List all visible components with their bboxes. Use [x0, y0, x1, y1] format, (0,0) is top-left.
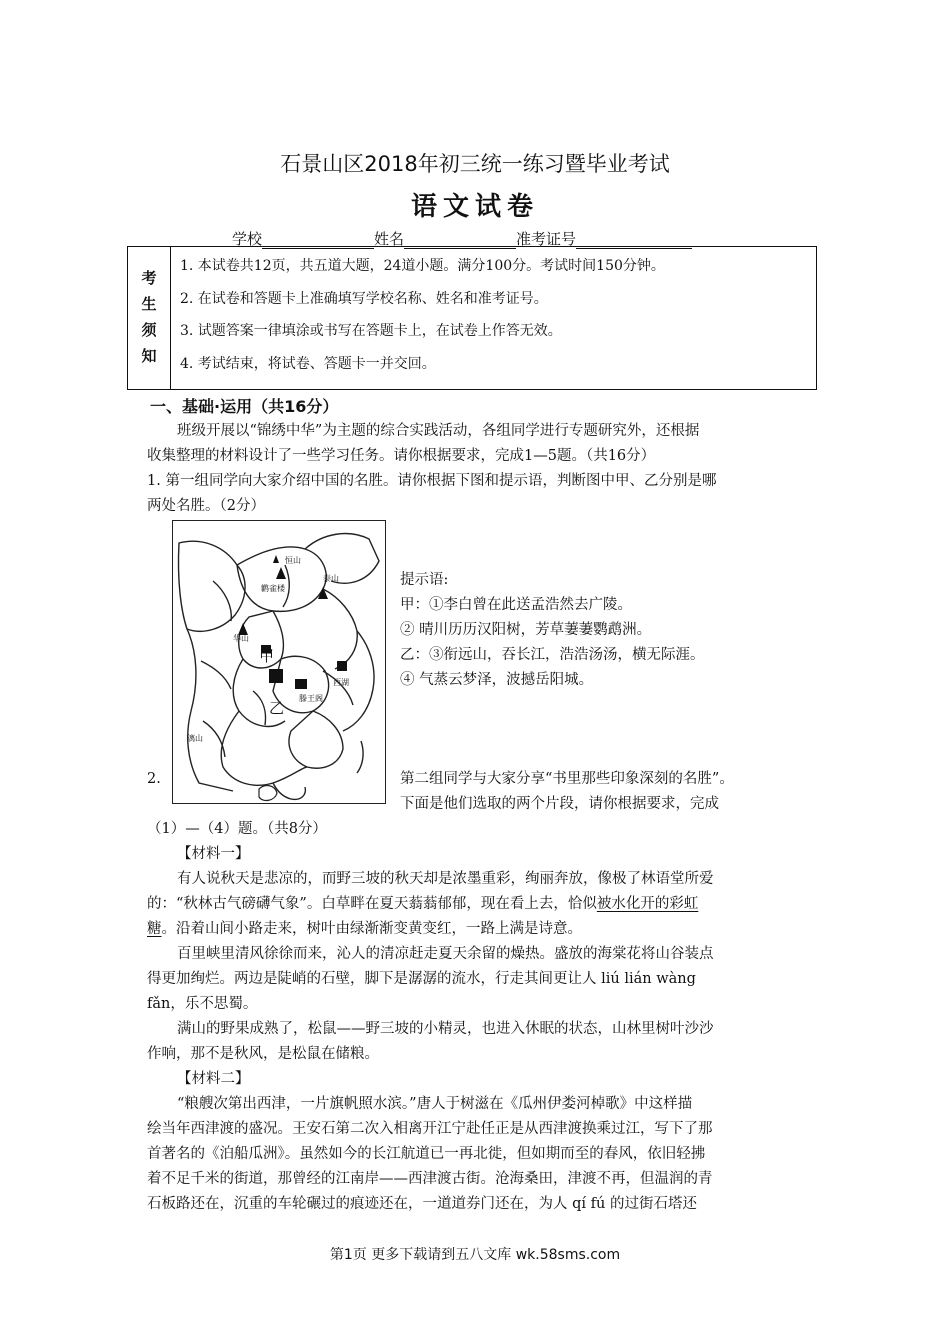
- notice-label-char: 考: [141, 269, 157, 287]
- hint-title: 提示语:: [400, 572, 449, 588]
- material-2-text: 石板路还在，沉重的车轮碾过的痕迹还在，一道道券门还在，为人 qí fú 的过街石塔还: [147, 1196, 697, 1212]
- underlined-phrase: 被水化开的彩虹: [596, 896, 699, 912]
- material-1-text: 百里峡里清风徐徐而来，沁人的清凉赶走夏天余留的燥热。盛放的海棠花将山谷装点: [177, 946, 714, 962]
- material-1-text: [147, 917, 582, 942]
- intro-text: 班级开展以“锦绣中华”为主题的综合实践活动，各组同学进行专题研究外，还根据: [177, 423, 700, 439]
- id-label: 准考证号: [516, 230, 577, 248]
- question-2-number: 2.: [147, 771, 161, 787]
- svg-text:华山: 华山: [233, 634, 249, 643]
- candidate-notice-box: [127, 246, 817, 390]
- material-1-text: [147, 892, 698, 917]
- section-heading: 一、基础·运用（共16分）: [150, 397, 339, 416]
- question-2: 下面是他们选取的两个片段，请你根据要求，完成: [400, 796, 719, 812]
- material-1-text: fǎn，乐不思蜀。: [147, 996, 258, 1012]
- material-1-text: 得更加绚烂。两边是陡峭的石壁，脚下是潺潺的流水，行走其间更让人 liú lián wàng: [147, 971, 696, 987]
- name-label: 姓名: [374, 230, 405, 248]
- question-1: 两处名胜。（2分）: [147, 498, 265, 514]
- notice-label-char: 生: [141, 295, 157, 313]
- hint-line: ④ 气蒸云梦泽，波撼岳阳城。: [400, 672, 594, 688]
- map-drawing: [173, 521, 385, 803]
- svg-text:乙: 乙: [269, 699, 285, 717]
- notice-label-char: 须: [141, 321, 157, 339]
- svg-text:西湖: 西湖: [333, 678, 349, 687]
- material-2-heading: 【材料二】: [177, 1071, 250, 1087]
- material-2-text: 着不足千米的街道，那曾经的江南岸——西津渡古街。沧海桑田，津渡不再，但温润的青: [147, 1171, 713, 1187]
- material-1-text-span: 的：“秋林古气磅礴气象”。白草畔在夏天蓊蓊郁郁，现在看上去，恰似: [147, 896, 597, 912]
- school-label: 学校: [232, 230, 263, 248]
- material-1-text-span: 。沿着山间小路走来，树叶由绿渐渐变黄变红，一路上满是诗意。: [161, 921, 582, 937]
- svg-text:恒山: 恒山: [285, 556, 301, 565]
- notice-rule: 1. 本试卷共12页，共五道大题，24道小题。满分100分。考试时间150分钟。: [180, 258, 665, 274]
- material-1-text: 满山的野果成熟了，松鼠——野三坡的小精灵，也进入休眠的状态，山林里树叶沙沙: [177, 1021, 714, 1037]
- hint-line: 乙：③衔远山，吞长江，浩浩汤汤，横无际涯。: [400, 647, 705, 663]
- page-footer[interactable]: 第1页 更多下载请到五八文库 wk.58sms.com: [329, 1247, 621, 1263]
- question-1: 1. 第一组同学向大家介绍中国的名胜。请你根据下图和提示语，判断图中甲、乙分别是哪: [147, 473, 717, 489]
- notice-rule: 2. 在试卷和答题卡上准确填写学校名称、姓名和准考证号。: [180, 291, 548, 307]
- svg-text:泰山: 泰山: [323, 574, 339, 583]
- exam-title: 石景山区2018年初三统一练习暨毕业考试: [280, 152, 670, 176]
- svg-text:甲: 甲: [259, 647, 275, 665]
- exam-subtitle: 语文试卷: [410, 192, 539, 222]
- svg-text:漓山: 漓山: [187, 734, 203, 743]
- underlined-phrase: 糖: [147, 921, 162, 937]
- hint-line: ② 晴川历历汉阳树，芳草萋萋鹦鹉洲。: [400, 622, 652, 638]
- notice-rule: 4. 考试结束，将试卷、答题卡一并交回。: [180, 356, 436, 372]
- material-1-text: 有人说秋天是悲凉的，而野三坡的秋天却是浓墨重彩，绚丽奔放，像极了林语堂所爱: [177, 871, 714, 887]
- hint-line: 甲：①李白曾在此送孟浩然去广陵。: [400, 597, 632, 613]
- material-1-text: 作响，那不是秋风，是松鼠在储粮。: [147, 1046, 379, 1062]
- question-2: 第二组同学与大家分享“书里那些印象深刻的名胜”。: [400, 771, 734, 787]
- notice-label-char: 知: [141, 347, 157, 365]
- china-scenic-map: [172, 520, 386, 804]
- material-1-heading: 【材料一】: [177, 846, 250, 862]
- svg-text:鹳雀楼: 鹳雀楼: [261, 584, 285, 593]
- notice-rule: 3. 试题答案一律填涂或书写在答题卡上，在试卷上作答无效。: [180, 323, 562, 339]
- material-2-text: “粮艘次第出西津，一片旗帆照水滨。”唐人于树滋在《瓜州伊娄河棹歌》中这样描: [177, 1096, 693, 1112]
- material-2-text: 首著名的《泊船瓜洲》。虽然如今的长江航道已一再北徙，但如期而至的春风，依旧轻拂: [147, 1146, 706, 1162]
- notice-label: [128, 247, 171, 389]
- material-2-text: 绘当年西津渡的盛况。王安石第二次入相离开江宁赴任正是从西津渡换乘过江，写下了那: [147, 1121, 713, 1137]
- intro-text: 收集整理的材料设计了一些学习任务。请你根据要求，完成1—5题。（共16分）: [147, 448, 656, 464]
- question-2: （1）—（4）题。（共8分）: [147, 821, 327, 837]
- svg-text:滕王阁: 滕王阁: [299, 694, 323, 703]
